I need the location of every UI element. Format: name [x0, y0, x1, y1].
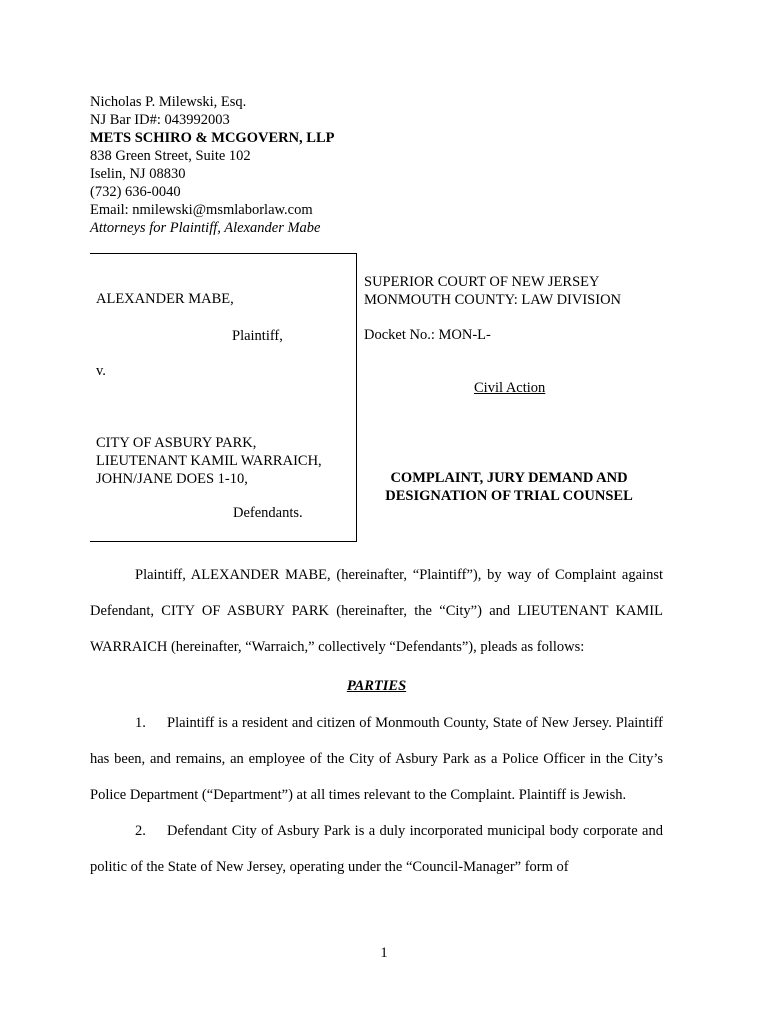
defendants-list — [96, 434, 322, 488]
attorney-email: Email: nmilewski@msmlaborlaw.com — [90, 202, 313, 218]
page-number: 1 — [380, 945, 388, 961]
defendant-does: JOHN/JANE DOES 1-10, — [96, 471, 248, 487]
firm-phone: (732) 636-0040 — [90, 184, 181, 200]
attorney-bar-id: NJ Bar ID#: 043992003 — [90, 112, 230, 128]
complaint-title — [364, 469, 654, 505]
docket-number: Docket No.: MON-L- — [364, 327, 491, 343]
paragraph-2-text: Defendant City of Asbury Park is a duly incorporated municipal body corporate and politic of the State of New Jersey, operating under the “Council-Manager” form of — [90, 823, 663, 875]
paragraph-2-number: 2. — [135, 823, 146, 839]
parties-section — [90, 705, 663, 885]
civil-action-label: Civil Action — [474, 380, 546, 396]
intro-paragraph: Plaintiff, ALEXANDER MABE, (hereinafter, “Plaintiff”), by way of Complaint against Defendant, CITY OF ASBURY PARK (hereinafter, the “City”) and LIEUTENANT KAMIL WARRAICH (hereinafter, “Warraich,” collectively “Defendants”), pleads as follows: — [90, 567, 663, 655]
defendant-lieutenant: LIEUTENANT KAMIL WARRAICH, — [96, 453, 322, 469]
firm-city: Iselin, NJ 08830 — [90, 166, 186, 182]
plaintiff-name: ALEXANDER MABE, — [96, 291, 234, 307]
plaintiff-label: Plaintiff, — [232, 328, 283, 344]
court-name — [364, 273, 621, 309]
complaint-title-line-2: DESIGNATION OF TRIAL COUNSEL — [385, 488, 633, 504]
firm-street: 838 Green Street, Suite 102 — [90, 148, 251, 164]
paragraph-1-number: 1. — [135, 715, 146, 731]
paragraph-1-text: Plaintiff is a resident and citizen of Monmouth County, State of New Jersey. Plaintiff has been, and remains, an employee of the City of Asbury Park as a Police Officer in the City’s Police Department (“Department”) at all times relevant to the Complaint. Plaintiff is Jewish. — [90, 715, 663, 803]
case-caption-box — [90, 253, 357, 542]
attorney-block — [90, 93, 335, 237]
section-heading-parties: PARTIES — [346, 678, 407, 694]
law-firm-name: METS SCHIRO & MCGOVERN, LLP — [90, 130, 335, 146]
paragraph-1 — [90, 705, 663, 813]
intro-section — [90, 557, 663, 665]
complaint-title-line-1: COMPLAINT, JURY DEMAND AND — [390, 470, 628, 486]
court-line-1: SUPERIOR COURT OF NEW JERSEY — [364, 274, 600, 290]
defendants-label: Defendants. — [233, 505, 303, 521]
attorney-name: Nicholas P. Milewski, Esq. — [90, 94, 247, 110]
attorney-role: Attorneys for Plaintiff, Alexander Mabe — [90, 220, 321, 236]
paragraph-2 — [90, 813, 663, 885]
defendant-city: CITY OF ASBURY PARK, — [96, 435, 257, 451]
court-line-2: MONMOUTH COUNTY: LAW DIVISION — [364, 292, 622, 308]
versus-label: v. — [96, 363, 106, 379]
